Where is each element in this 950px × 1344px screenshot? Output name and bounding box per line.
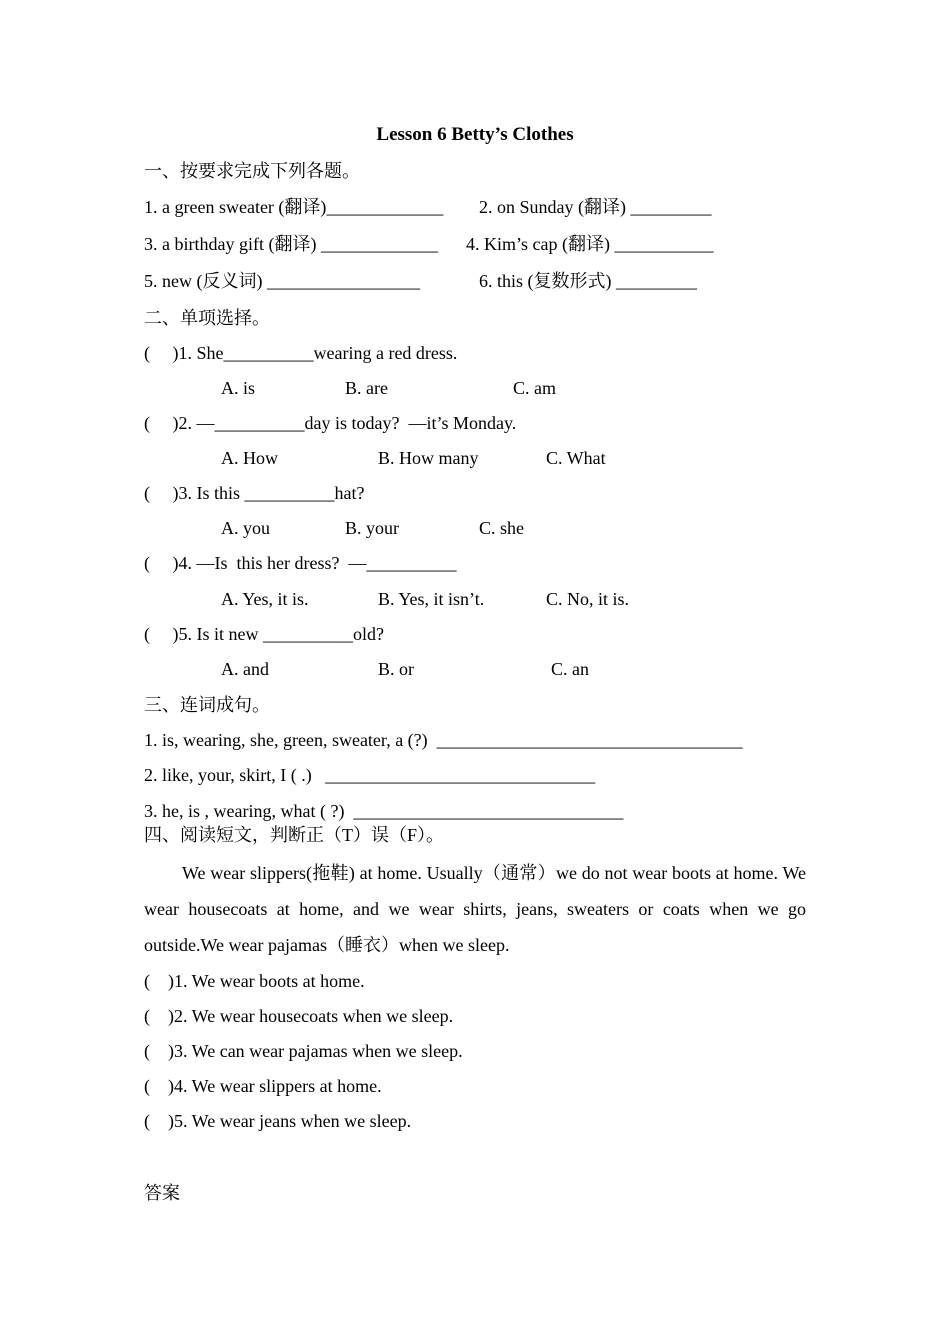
mc-question-1-option-c: C. am [513, 378, 556, 398]
mc-question-1-option-a: A. is [221, 378, 256, 398]
reading-passage-text: We wear slippers(拖鞋) at home. Usually（通常）we do not wear boots at home. We wear housecoats at home, and we wear shirts, jeans, sweaters or coats when we go outside.We wear pajamas（睡衣）when we sleep. [144, 863, 806, 955]
mc-question-5-option-b: B. or [378, 659, 414, 679]
mc-question-1-option-b: B. are [345, 378, 388, 398]
section1-item-4: 4. Kim’s cap (翻译) ___________ [466, 234, 714, 254]
sentence-item-2: 2. like, your, skirt, I ( .) ______________________________ [144, 765, 596, 785]
mc-question-3-option-a: A. you [221, 518, 270, 538]
tf-item-5: ( )5. We wear jeans when we sleep. [144, 1111, 412, 1131]
mc-question-3: ( )3. Is this __________hat? [144, 483, 365, 503]
mc-question-4-option-b: B. Yes, it isn’t. [378, 589, 485, 609]
mc-question-5-option-c: C. an [551, 659, 589, 679]
reading-passage [144, 855, 806, 963]
section1-item-2: 2. on Sunday (翻译) _________ [479, 197, 712, 217]
section4-heading: 四、阅读短文，判断正（T）误（F）。 [144, 825, 445, 845]
sentence-item-3: 3. he, is , wearing, what ( ?) ______________________________ [144, 801, 624, 821]
answer-label: 答案 [144, 1183, 180, 1203]
mc-question-5: ( )5. Is it new __________old? [144, 624, 384, 644]
mc-question-2-option-b: B. How many [378, 448, 479, 468]
section2-heading: 二、单项选择。 [144, 308, 270, 328]
section1-item-6: 6. this (复数形式) _________ [479, 271, 697, 291]
tf-item-4: ( )4. We wear slippers at home. [144, 1076, 382, 1096]
mc-question-1: ( )1. She__________wearing a red dress. [144, 343, 458, 363]
section1-item-1: 1. a green sweater (翻译)_____________ [144, 197, 444, 217]
tf-item-3: ( )3. We can wear pajamas when we sleep. [144, 1041, 463, 1061]
page-title: Lesson 6 Betty’s Clothes [376, 124, 574, 145]
mc-question-2-option-c: C. What [546, 448, 606, 468]
tf-item-1: ( )1. We wear boots at home. [144, 971, 365, 991]
mc-question-3-option-b: B. your [345, 518, 399, 538]
section1-heading: 一、按要求完成下列各题。 [144, 161, 360, 181]
mc-question-2: ( )2. —__________day is today? —it’s Monday. [144, 413, 517, 433]
mc-question-2-option-a: A. How [221, 448, 278, 468]
mc-question-5-option-a: A. and [221, 659, 269, 679]
mc-question-4-option-c: C. No, it is. [546, 589, 630, 609]
mc-question-4-option-a: A. Yes, it is. [221, 589, 309, 609]
sentence-item-1: 1. is, wearing, she, green, sweater, a (?) __________________________________ [144, 730, 743, 750]
mc-question-4: ( )4. —Is this her dress? —__________ [144, 553, 457, 573]
section3-heading: 三、连词成句。 [144, 695, 270, 715]
section1-item-5: 5. new (反义词) _________________ [144, 271, 420, 291]
mc-question-3-option-c: C. she [479, 518, 524, 538]
section1-item-3: 3. a birthday gift (翻译) _____________ [144, 234, 438, 254]
tf-item-2: ( )2. We wear housecoats when we sleep. [144, 1006, 454, 1026]
